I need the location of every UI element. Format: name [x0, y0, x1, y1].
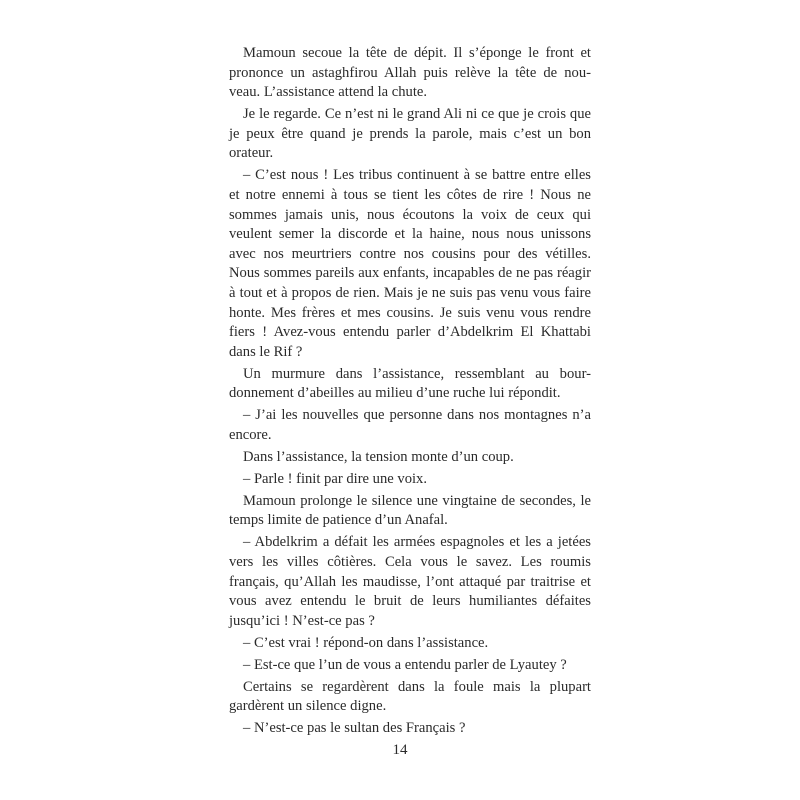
page-body [229, 44, 591, 739]
paragraph-8: Mamoun prolonge le silence une vingtaine de secondes, le temps limite de patience d’un Anafal. [229, 492, 591, 529]
paragraph-4: Un murmure dans l’assistance, ressemblant au bour-donnement d’abeilles au milieu d’une ruche lui répondit. [229, 365, 591, 402]
page-number: 14 [392, 742, 408, 758]
paragraph-5: – J’ai les nouvelles que personne dans nos montagnes n’a encore. [229, 407, 591, 443]
paragraph-3: – C’est nous ! Les tribus continuent à se battre entre elles et notre ennemi à tous se tient les côtes de rire ! Nous ne sommes jamais unis, nous écoutons la voix de ceux qui veulent semer la discorde et la haine, nous nous unissons avec nos meurtriers contre nos cousins pour des vétilles. Nous sommes pareils aux enfants, incapables de ne pas réagir à tout et à propos de rien. Mais je ne suis pas venu vous faire honte. Mes frères et mes cousins. Je suis venu vous rendre fiers ! Avez-vous entendu parler d’Abdelkrim El Khattabi dans le Rif ? [229, 167, 591, 360]
paragraph-9: – Abdelkrim a défait les armées espagnoles et les a jetées vers les villes côtières. Cela vous le savez. Les roumis français, qu’Allah les maudisse, l’ont attaqué par traitrise et vous avez entendu le bruit de leurs humiliantes défaites jusqu’ici ! N’est-ce pas ? [229, 534, 591, 629]
paragraph-13: – N’est-ce pas le sultan des Français ? [243, 720, 466, 737]
paragraph-1: Mamoun secoue la tête de dépit. Il s’éponge le front et prononce un astaghfirou Allah puis relève la tête de nou-veau. L’assistance attend la chute. [229, 45, 591, 101]
paragraph-2: Je le regarde. Ce n’est ni le grand Ali ni ce que je crois que je peux être quand je prends la parole, mais c’est un bon orateur. [229, 106, 591, 162]
paragraph-10: – C’est vrai ! répond-on dans l’assistance. [243, 634, 489, 651]
paragraph-12: Certains se regardèrent dans la foule mais la plupart gardèrent un silence digne. [229, 678, 591, 715]
paragraph-7: – Parle ! finit par dire une voix. [243, 470, 427, 487]
paragraph-6: Dans l’assistance, la tension monte d’un coup. [243, 448, 514, 465]
paragraph-11: – Est-ce que l’un de vous a entendu parler de Lyautey ? [243, 656, 567, 673]
